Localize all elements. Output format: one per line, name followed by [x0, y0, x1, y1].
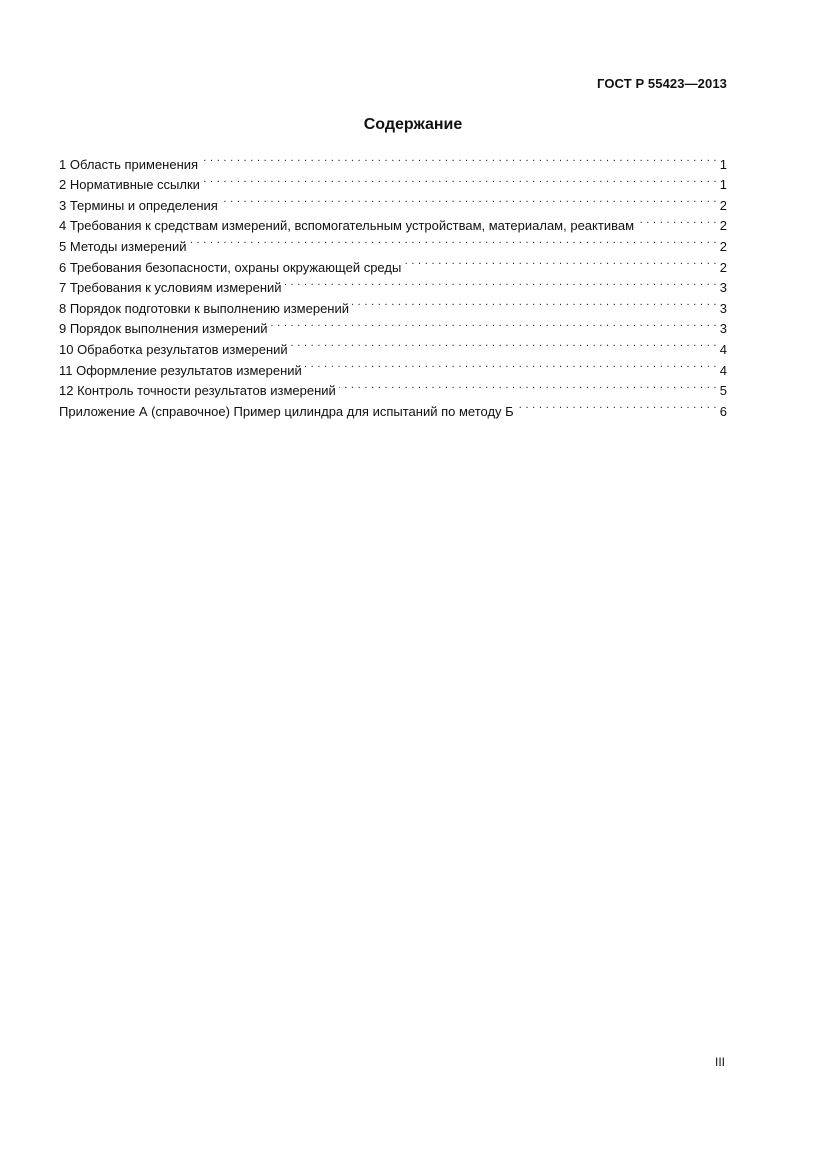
toc-entry-page: 2 [719, 259, 727, 275]
toc-entry-label: 6 Требования безопасности, охраны окружающей среды [59, 259, 402, 275]
toc-title: Содержание [363, 116, 463, 133]
toc-dot-leader [285, 272, 717, 293]
toc-entry-label: 12 Контроль точности результатов измерений [59, 383, 336, 399]
toc-entry-label: 5 Методы измерений [59, 238, 187, 254]
toc-entry-page: 2 [719, 218, 727, 234]
toc-entry-page: 2 [719, 197, 727, 213]
document-code: ГОСТ Р 55423—2013 [597, 76, 727, 91]
toc-entry-page: 4 [719, 362, 727, 378]
toc-dot-leader [305, 354, 717, 375]
toc-entry-label: 1 Область применения [59, 156, 199, 172]
toc-dot-leader [291, 333, 717, 354]
toc-dot-leader [339, 375, 717, 396]
toc-entry-page: 4 [719, 341, 727, 357]
toc-entry-page: 6 [719, 403, 727, 419]
toc-dot-leader [404, 251, 716, 272]
page-number: III [714, 1055, 725, 1069]
toc-entry-page: 3 [719, 300, 727, 316]
toc-entry-page: 5 [719, 383, 727, 399]
toc-dot-leader [221, 189, 717, 210]
table-of-contents [59, 148, 727, 419]
toc-dot-leader [637, 210, 717, 231]
toc-entry-label: 8 Порядок подготовки к выполнению измерений [59, 300, 350, 316]
toc-dot-leader [203, 169, 717, 190]
toc-entry-page: 2 [719, 238, 727, 254]
toc-entry-page: 3 [719, 321, 727, 337]
toc-entry-label: 2 Нормативные ссылки [59, 177, 200, 193]
toc-entry-label: 11 Оформление результатов измерений [59, 362, 302, 378]
toc-dot-leader [271, 313, 717, 334]
toc-entry-label: 10 Обработка результатов измерений [59, 341, 288, 357]
toc-entry[interactable] [59, 148, 727, 172]
toc-entry-label: 9 Порядок выполнения измерений [59, 321, 268, 337]
toc-entry-page: 3 [719, 280, 727, 296]
toc-entry-label: Приложение А (справочное) Пример цилиндра для испытаний по методу Б [59, 403, 514, 419]
toc-entry-label: 7 Требования к условиям измерений [59, 280, 282, 296]
toc-dot-leader [189, 230, 716, 251]
toc-dot-leader [352, 292, 717, 313]
toc-entry-label: 4 Требования к средствам измерений, вспомогательным устройствам, материалам, реактивам [59, 218, 635, 234]
toc-entry-page: 1 [719, 177, 727, 193]
toc-entry-label: 3 Термины и определения [59, 197, 218, 213]
toc-dot-leader [517, 395, 717, 416]
toc-entry-page: 1 [719, 156, 727, 172]
toc-dot-leader [201, 148, 717, 169]
